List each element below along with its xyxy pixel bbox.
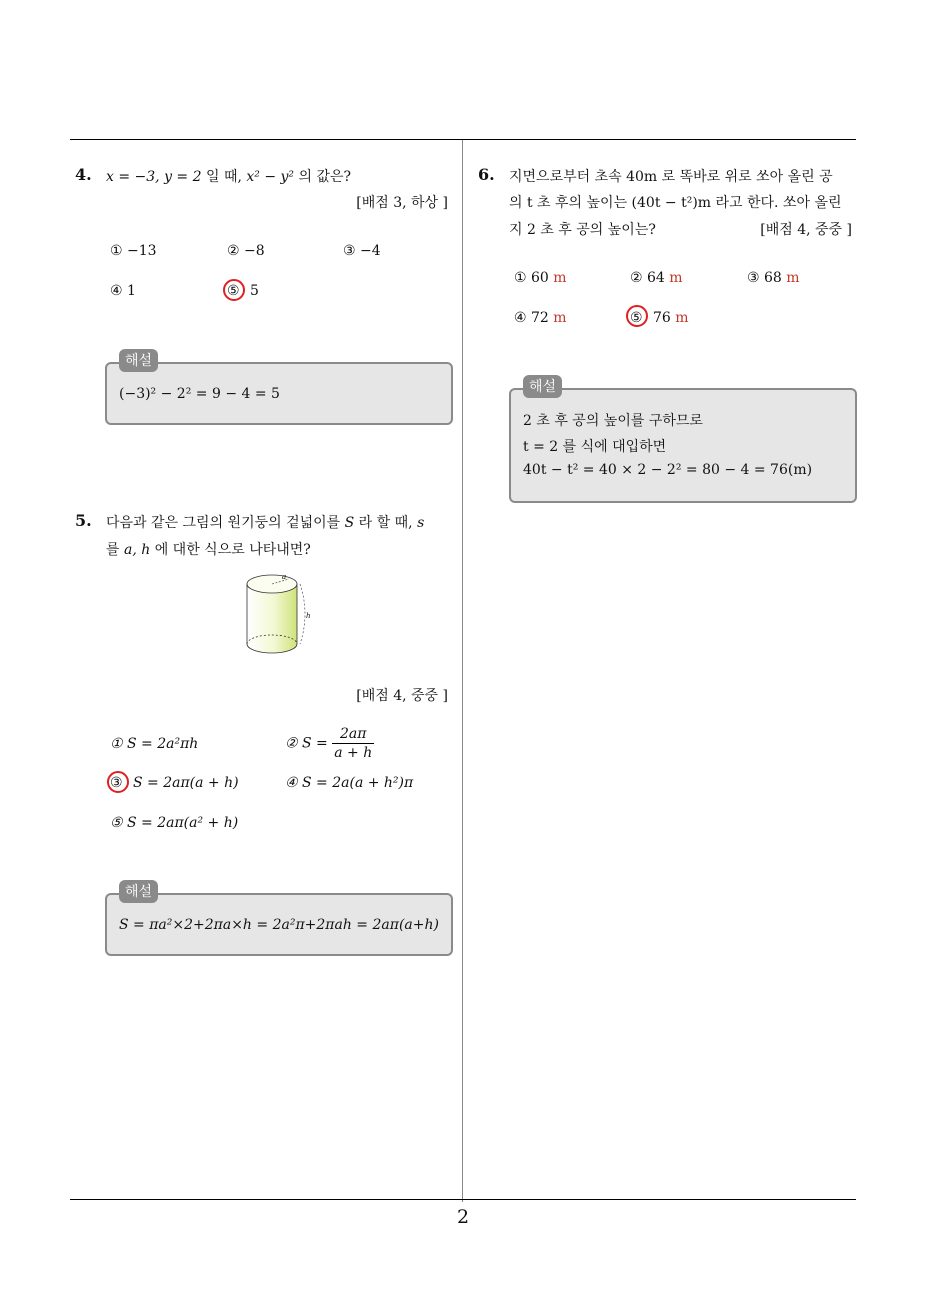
math-expr: x² − y²: [246, 169, 295, 185]
option-3[interactable]: S = 2aπ(a + h): [133, 775, 239, 791]
option-3[interactable]: [747, 270, 800, 286]
option-5-mark[interactable]: ⑤: [630, 310, 643, 326]
radius-label: a: [282, 573, 287, 581]
column-divider: [462, 140, 463, 1202]
option-text: ① 60: [514, 270, 549, 286]
text: 다음과 같은 그림의 원기둥의 겉넓이를: [106, 515, 345, 531]
option-5[interactable]: 5: [250, 283, 259, 299]
fraction: [332, 725, 374, 762]
score-label: [배점 4, 중중 ]: [356, 688, 448, 704]
page-number: 2: [456, 1206, 470, 1228]
solution-box: [105, 362, 453, 425]
unit-label: m: [553, 270, 567, 286]
text: 를: [106, 542, 124, 558]
math-expr: S: [344, 515, 355, 531]
option-1[interactable]: ① −13: [110, 243, 157, 259]
option-2[interactable]: [285, 725, 374, 762]
solution-text: S = πa²×2+2πa×h = 2a²π+2πah = 2aπ(a+h): [119, 917, 439, 933]
bottom-rule: [70, 1199, 856, 1200]
option-text: ④ 72: [514, 310, 549, 326]
score-label: [배점 4, 중중 ]: [760, 222, 852, 238]
solution-text: (−3)² − 2² = 9 − 4 = 5: [119, 386, 280, 402]
option-4[interactable]: ④ S = 2a(a + h²)π: [285, 775, 414, 791]
option-2[interactable]: ② −8: [227, 243, 265, 259]
cylinder-figure: [238, 568, 318, 660]
solution-line-2: t = 2 를 식에 대입하면: [523, 439, 667, 455]
option-text: ③ 68: [747, 270, 782, 286]
unit-label: m: [553, 310, 567, 326]
question-number: 5.: [75, 511, 92, 530]
option-text: ② 64: [630, 270, 665, 286]
unit-label: m: [675, 310, 689, 326]
unit-label: m: [669, 270, 683, 286]
option-2[interactable]: [630, 270, 683, 286]
option-3[interactable]: ③ −4: [343, 243, 381, 259]
option-3-mark[interactable]: ③: [110, 775, 123, 791]
question-text-line-2: [106, 539, 311, 559]
solution-tag: 해설: [119, 349, 158, 372]
solution-tag: 해설: [523, 375, 562, 398]
text: 의 값은?: [294, 169, 352, 185]
text: 일 때,: [201, 169, 247, 185]
question-text-line-3: 지 2 초 후 공의 높이는?: [509, 222, 656, 238]
solution-box: [105, 893, 453, 956]
solution-line-1: 2 초 후 공의 높이를 구하므로: [523, 413, 703, 429]
question-number: 6.: [478, 165, 495, 184]
option-5-mark[interactable]: ⑤: [227, 283, 240, 299]
question-text-line-2: 의 t 초 후의 높이는 (40t − t²)m 라고 한다. 쏘아 올린: [509, 195, 842, 211]
text: 라 할 때,: [354, 515, 418, 531]
score-label: [배점 3, 하상 ]: [356, 195, 448, 211]
math-expr: a, h: [123, 542, 151, 558]
height-label: h: [306, 612, 311, 620]
answer-circle: [107, 771, 129, 793]
math-expr: s: [417, 515, 425, 531]
option-2-prefix: ② S =: [285, 735, 328, 752]
unit-label: m: [786, 270, 800, 286]
question-text-line-1: [106, 512, 424, 532]
top-rule: [70, 139, 856, 140]
answer-circle: [626, 305, 648, 327]
answer-circle: [223, 279, 245, 301]
solution-tag: 해설: [119, 880, 158, 903]
option-5[interactable]: [653, 310, 689, 326]
option-text: 76: [653, 310, 671, 326]
fraction-numerator: 2aπ: [332, 725, 374, 744]
option-4[interactable]: ④ 1: [110, 283, 136, 299]
text: 에 대한 식으로 나타내면?: [150, 542, 311, 558]
option-1[interactable]: [514, 270, 567, 286]
cylinder-body: [247, 584, 297, 653]
question-number: 4.: [75, 165, 92, 184]
option-1[interactable]: ① S = 2a²πh: [110, 736, 199, 752]
height-brace: [300, 584, 305, 644]
question-text-line-1: 지면으로부터 초속 40m 로 똑바로 위로 쏘아 올린 공: [509, 169, 833, 185]
option-5[interactable]: ⑤ S = 2aπ(a² + h): [110, 815, 239, 831]
solution-line-3: 40t − t² = 40 × 2 − 2² = 80 − 4 = 76(m): [523, 462, 813, 478]
math-expr: x = −3, y = 2: [106, 169, 202, 185]
question-text: [106, 166, 351, 186]
fraction-denominator: a + h: [334, 745, 373, 761]
option-4[interactable]: [514, 310, 567, 326]
solution-box: [509, 388, 857, 503]
